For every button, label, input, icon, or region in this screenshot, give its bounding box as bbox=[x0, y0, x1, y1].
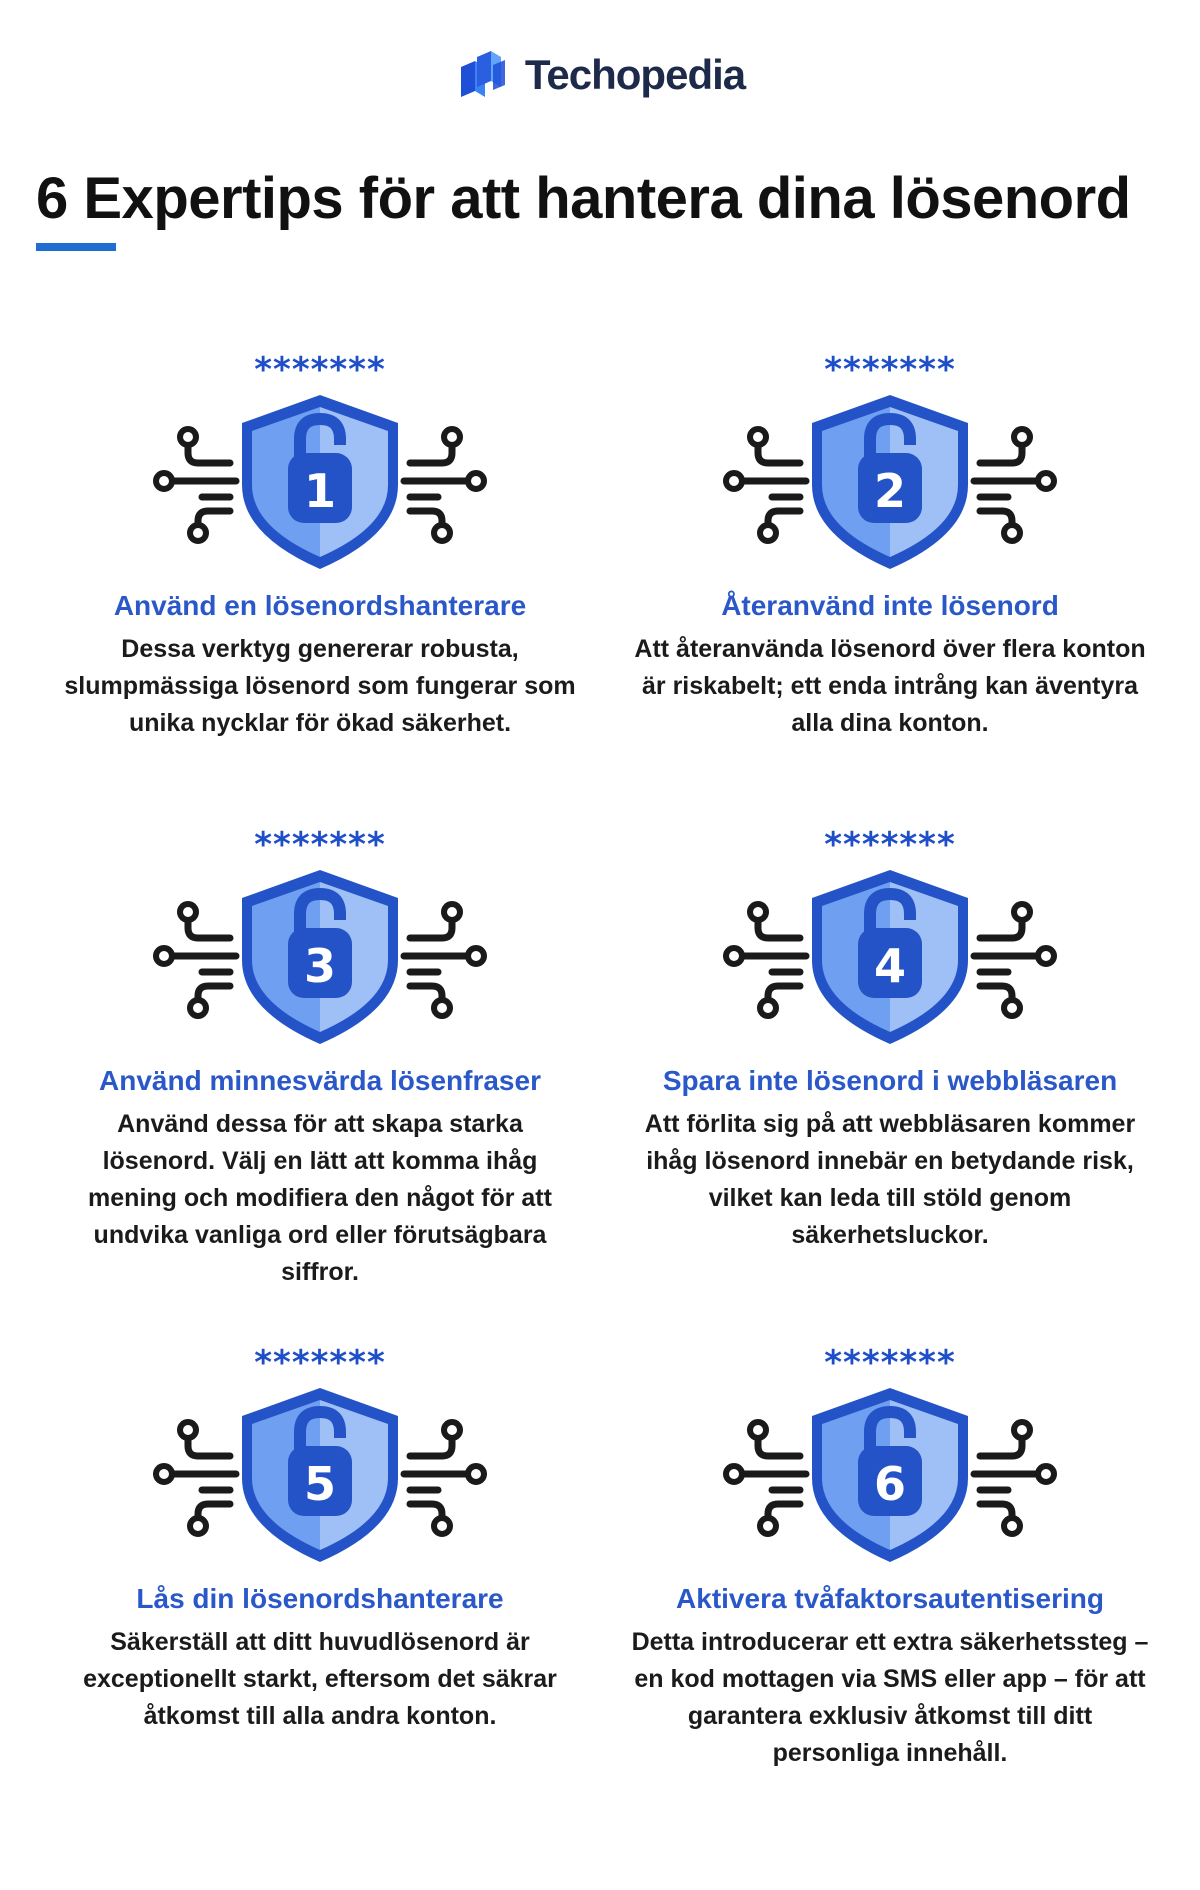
circuit-nodes-left bbox=[726, 904, 776, 1016]
circuit-nodes-right bbox=[1004, 429, 1054, 541]
tip-number: 4 bbox=[873, 939, 907, 993]
shield-lock-icon bbox=[150, 345, 490, 575]
brand-header bbox=[0, 40, 1200, 110]
tip-number: 3 bbox=[303, 939, 337, 993]
tip-title: Återanvänd inte lösenord bbox=[721, 590, 1059, 621]
tip-card-1 bbox=[40, 345, 600, 742]
tip-icon-wrap bbox=[610, 1338, 1170, 1568]
tip-icon-wrap bbox=[40, 820, 600, 1050]
tip-title: Spara inte lösenord i webbläsaren bbox=[662, 1065, 1118, 1096]
tip-title: Använd minnesvärda lösenfraser bbox=[99, 1065, 541, 1096]
circuit-nodes-left bbox=[156, 1422, 206, 1534]
circuit-lines-right bbox=[974, 1436, 1042, 1520]
tip-number: 2 bbox=[873, 464, 907, 518]
tip-text: Att återanvända lösenord över flera konton är riskabelt; ett enda intrång kan äventyra alla dina konton. bbox=[634, 635, 1146, 737]
tip-icon-wrap bbox=[40, 1338, 600, 1568]
tip-card-4 bbox=[610, 820, 1170, 1254]
tip-text: Använd dessa för att skapa starka lösenord. Välj en lätt att komma ihåg mening och modifiera den något för att undvika vanliga ord eller förutsägbara siffror. bbox=[88, 1110, 552, 1286]
techopedia-logo-icon bbox=[455, 47, 511, 103]
tip-number: 1 bbox=[303, 464, 337, 518]
circuit-lines-right bbox=[404, 1436, 472, 1520]
circuit-nodes-right bbox=[434, 429, 484, 541]
circuit-nodes-left bbox=[726, 429, 776, 541]
tip-title: Använd en lösenordshanterare bbox=[113, 590, 527, 621]
circuit-lines-right bbox=[404, 443, 472, 527]
tip-card-5 bbox=[40, 1338, 600, 1735]
password-stars: ******* bbox=[824, 350, 956, 390]
brand-name[interactable]: Techopedia bbox=[524, 51, 746, 98]
circuit-nodes-right bbox=[434, 1422, 484, 1534]
password-stars: ******* bbox=[254, 350, 386, 390]
circuit-lines-left bbox=[168, 1436, 236, 1520]
tip-icon-wrap bbox=[40, 345, 600, 575]
shield-lock-icon bbox=[720, 1338, 1060, 1568]
password-stars: ******* bbox=[824, 1343, 956, 1383]
tip-card-3 bbox=[40, 820, 600, 1291]
tip-text: Detta introducerar ett extra säkerhetssteg – en kod mottagen via SMS eller app – för att garantera exklusiv åtkomst till ditt personliga innehåll. bbox=[631, 1628, 1149, 1767]
tip-title: Aktivera tvåfaktorsautentisering bbox=[676, 1583, 1104, 1614]
circuit-nodes-left bbox=[726, 1422, 776, 1534]
shield-lock-icon bbox=[720, 345, 1060, 575]
circuit-nodes-right bbox=[1004, 1422, 1054, 1534]
page-title: 6 Expertips för att hantera dina lösenord bbox=[36, 166, 1131, 231]
password-stars: ******* bbox=[824, 825, 956, 865]
tip-title: Lås din lösenordshanterare bbox=[136, 1583, 504, 1614]
circuit-nodes-right bbox=[434, 904, 484, 1016]
tip-text: Dessa verktyg genererar robusta, slumpmässiga lösenord som fungerar som unika nycklar för ökad säkerhet. bbox=[64, 635, 576, 737]
shield-lock-icon bbox=[150, 1338, 490, 1568]
title-underline bbox=[36, 243, 116, 251]
circuit-lines-left bbox=[168, 443, 236, 527]
shield-lock-icon bbox=[720, 820, 1060, 1050]
tip-card-2 bbox=[610, 345, 1170, 742]
tip-text: Säkerställ att ditt huvudlösenord är exceptionellt starkt, eftersom det säkrar åtkomst till alla andra konton. bbox=[83, 1628, 557, 1730]
password-stars: ******* bbox=[254, 1343, 386, 1383]
tip-icon-wrap bbox=[610, 820, 1170, 1050]
tip-text: Att förlita sig på att webbläsaren kommer ihåg lösenord innebär en betydande risk, vilket kan leda till stöld genom säkerhetsluckor. bbox=[644, 1110, 1136, 1249]
circuit-nodes-left bbox=[156, 904, 206, 1016]
circuit-lines-right bbox=[974, 443, 1042, 527]
circuit-lines-right bbox=[404, 918, 472, 1002]
tip-number: 6 bbox=[873, 1457, 907, 1511]
circuit-lines-left bbox=[738, 918, 806, 1002]
circuit-lines-left bbox=[168, 918, 236, 1002]
password-stars: ******* bbox=[254, 825, 386, 865]
tip-icon-wrap bbox=[610, 345, 1170, 575]
circuit-lines-right bbox=[974, 918, 1042, 1002]
circuit-lines-left bbox=[738, 443, 806, 527]
tip-number: 5 bbox=[303, 1457, 337, 1511]
shield-lock-icon bbox=[150, 820, 490, 1050]
tip-card-6 bbox=[610, 1338, 1170, 1772]
circuit-nodes-right bbox=[1004, 904, 1054, 1016]
circuit-nodes-left bbox=[156, 429, 206, 541]
circuit-lines-left bbox=[738, 1436, 806, 1520]
